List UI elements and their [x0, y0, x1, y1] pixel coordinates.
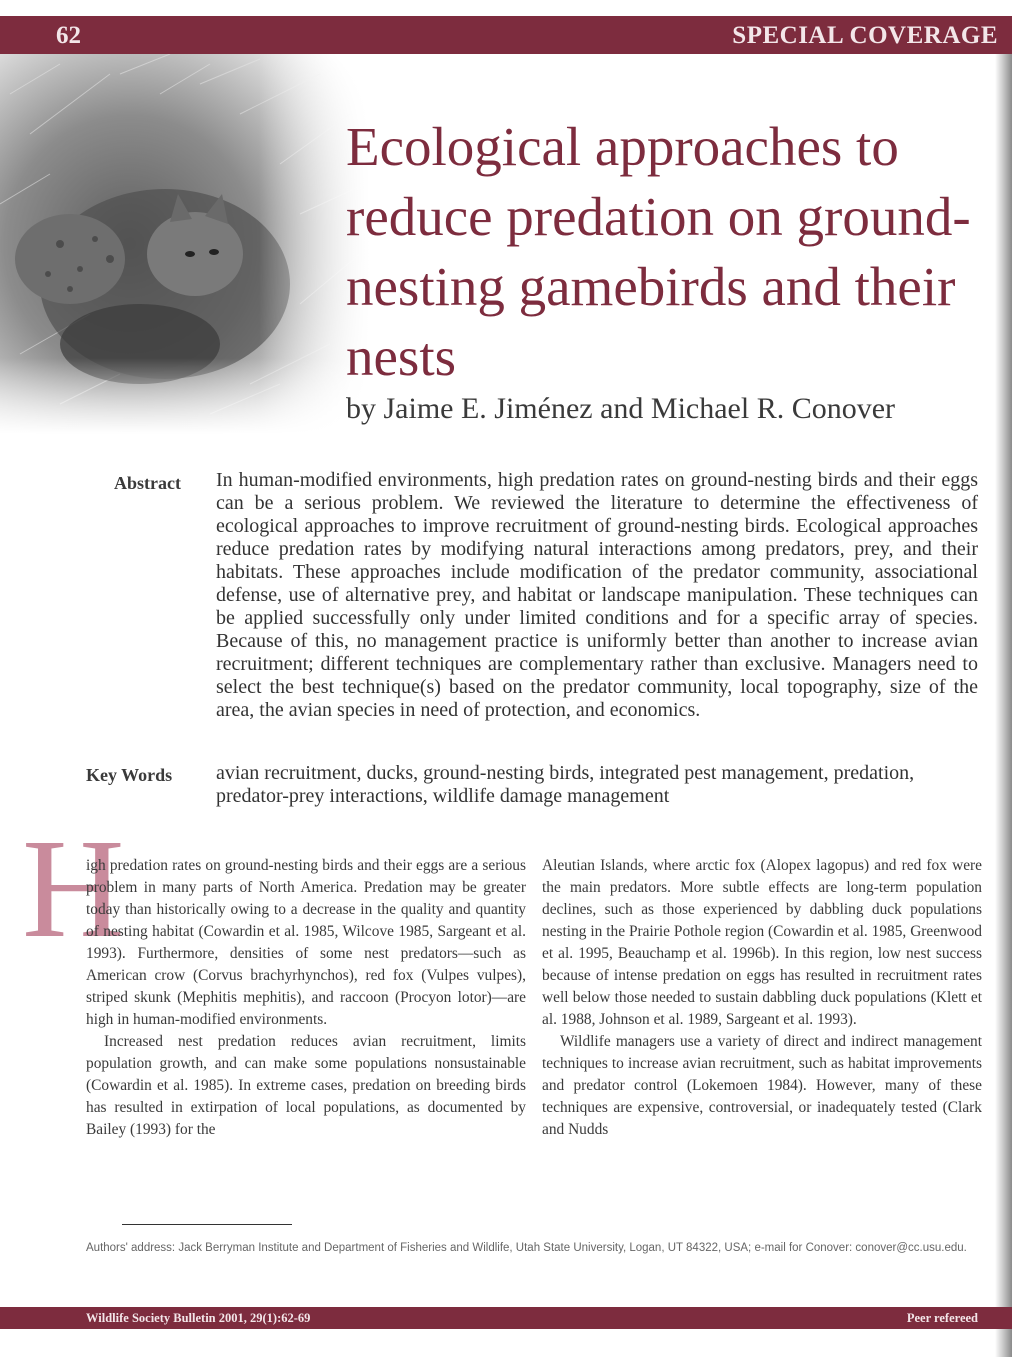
journal-citation: Wildlife Society Bulletin 2001, 29(1):62-69: [86, 1311, 311, 1325]
keywords-text: avian recruitment, ducks, ground-nesting birds, integrated pest management, predation, predator-prey interactions, wildlife damage management: [216, 762, 915, 807]
page-number: 62: [56, 22, 81, 49]
footnote-rule: [122, 1224, 292, 1225]
article-title: Ecological approaches to reduce predation on ground-nesting gamebirds and their nests: [346, 116, 971, 387]
byline: by Jaime E. Jiménez and Michael R. Conover: [346, 392, 896, 425]
body-paragraph: Aleutian Islands, where arctic fox (Alopex lagopus) and red fox were the main predators. More subtle effects are long-term population declines, such as those experienced by dabbling duck populations nesting in the Prairie Pothole region (Cowardin et al. 1985, Greenwood et al. 1995, Beauchamp et al. 1996b). In this region, low nest success because of intense predation on eggs has resulted in recruitment rates well below those needed to sustain dabbling duck populations (Klett et al. 1988, Johnson et al. 1989, Sargeant et al. 1993).: [542, 857, 982, 1028]
abstract-label: Abstract: [114, 473, 181, 493]
authors-address-footnote: Authors' address: Jack Berryman Institute and Department of Fisheries and Wildlife, Utah State University, Logan, UT 84322, USA; e-mail for Conover: conover@cc.usu.edu.: [86, 1242, 967, 1254]
abstract-text: In human-modified environments, high predation rates on ground-nesting birds and their eggs can be a serious problem. We reviewed the literature to determine the effectiveness of ecological approaches to improve recruitment of ground-nesting birds. Ecological approaches reduce predation rates by modifying natural interactions among predators, prey, and their habitats. These approaches include modification of the predator community, associational defense, use of alternative prey, and habitat or landscape manipulation. These techniques can be applied successfully only under limited conditions and for a specific array of species. Because of this, no management practice is uniformly better than another to increase avian recruitment; different techniques are complementary rather than exclusive. Managers need to select the best technique(s) based on the predator community, local topography, size of the area, the avian species in need of protection, and economics.: [216, 469, 978, 721]
drop-cap: H: [22, 809, 125, 967]
body-paragraph: igh predation rates on ground-nesting birds and their eggs are a serious problem in many parts of North America. Predation may be greater today than historically owing to a decrease in the quality and quantity of nesting habitat (Cowardin et al. 1985, Wilcove 1985, Sargeant et al. 1993). Furthermore, densities of some nest predators—such as American crow (Corvus brachyrhynchos), red fox (Vulpes vulpes), striped skunk (Mephitis mephitis), and raccoon (Procyon lotor)—are high in human-modified environments.: [86, 857, 526, 1028]
peer-review-status: Peer refereed: [906, 1311, 978, 1325]
body-paragraph: Wildlife managers use a variety of direct and indirect management techniques to increase avian recruitment, such as habitat improvements and predator control (Lokemoen 1984). However, many of these techniques are expensive, controversial, or inadequately tested (Clark and Nudds: [542, 1033, 982, 1138]
section-label: SPECIAL COVERAGE: [732, 22, 998, 49]
keywords-label: Key Words: [86, 765, 173, 785]
body-paragraph: Increased nest predation reduces avian recruitment, limits population growth, and can make some populations nonsustainable (Cowardin et al. 1985). In extreme cases, predation on breeding birds has resulted in extirpation of local populations, as documented by Bailey (1993) for the: [86, 1033, 526, 1138]
body-column-right: [542, 855, 982, 1141]
body-column-left: [86, 855, 526, 1141]
bobcat-photo: [0, 54, 370, 434]
